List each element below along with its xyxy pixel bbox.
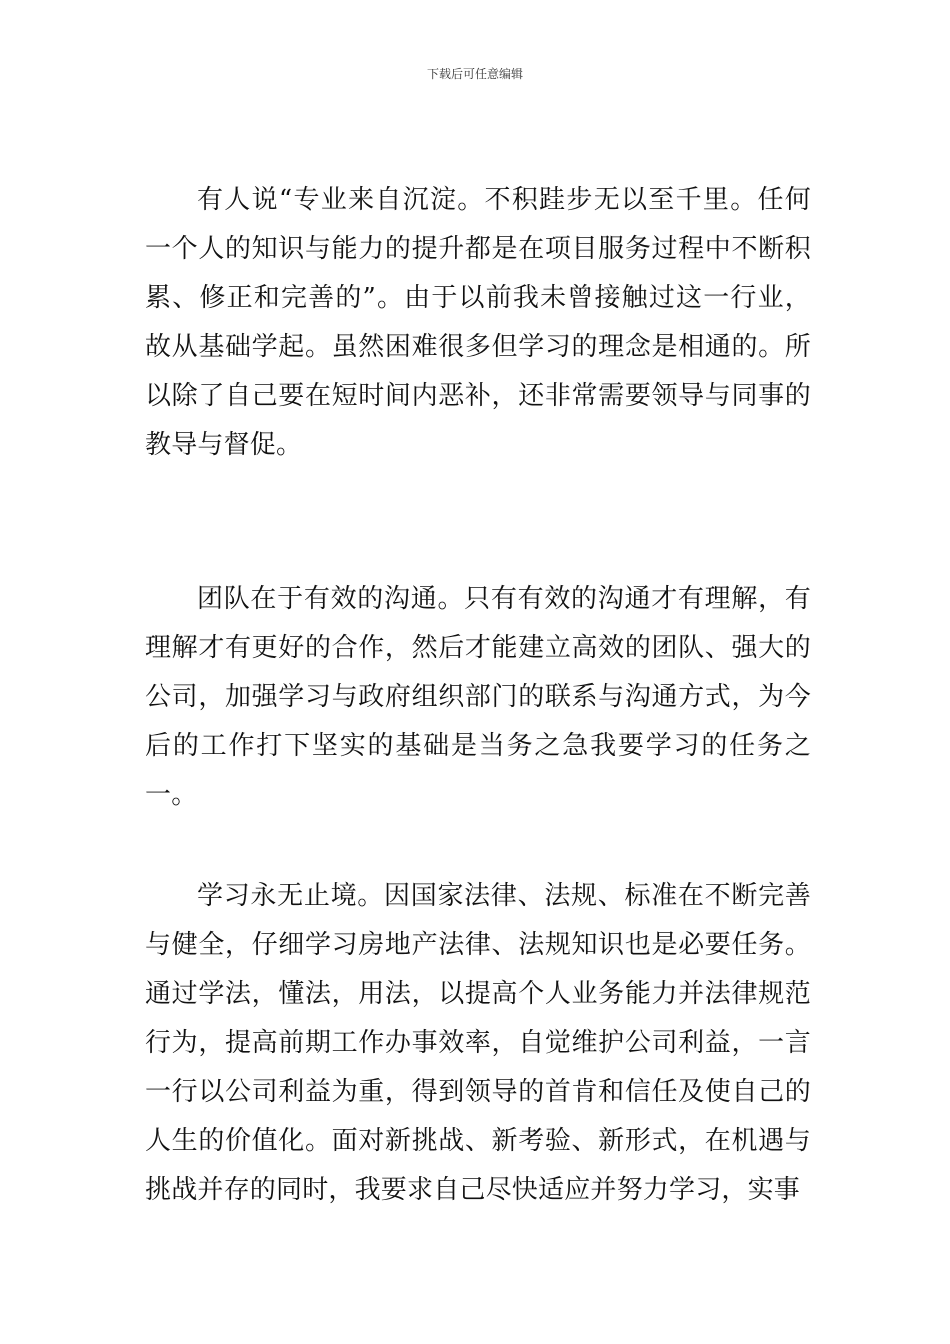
page-header: 下载后可任意编辑 (426, 67, 523, 81)
paragraph: 有人说“专业来自沉淀。不积跬步无以至千里。任何一个人的知识与能力的提升都是在项目服务过程中不断积累、修正和完善的”。由于以前我未曾接触过这一行业，故从基础学起。虽然困难很多但学习的理念是相通的。所以除了自己要在短时间内恶补，还非常需要领导与同事的教导与督促。 (145, 185, 811, 460)
paragraph: 学习永无止境。因国家法律、法规、标准在不断完善与健全，仔细学习房地产法律、法规知识也是必要任务。通过学法，懂法，用法，以提高个人业务能力并法律规范行为，提高前期工作办事效率，自觉维护公司利益，一言一行以公司利益为重，得到领导的首肯和信任及使自己的人生的价值化。面对新挑战、新考验、新形式，在机遇与挑战并存的同时，我要求自己尽快适应并努力学习，实事 (145, 881, 811, 1205)
paragraph-block-3 (145, 872, 811, 1215)
paragraph-block-1 (145, 176, 811, 470)
paragraph-block-2 (145, 575, 811, 820)
paragraph: 团队在于有效的沟通。只有有效的沟通才有理解，有理解才有更好的合作，然后才能建立高效的团队、强大的公司，加强学习与政府组织部门的联系与沟通方式，为今后的工作打下坚实的基础是当务之急我要学习的任务之一。 (145, 584, 811, 810)
